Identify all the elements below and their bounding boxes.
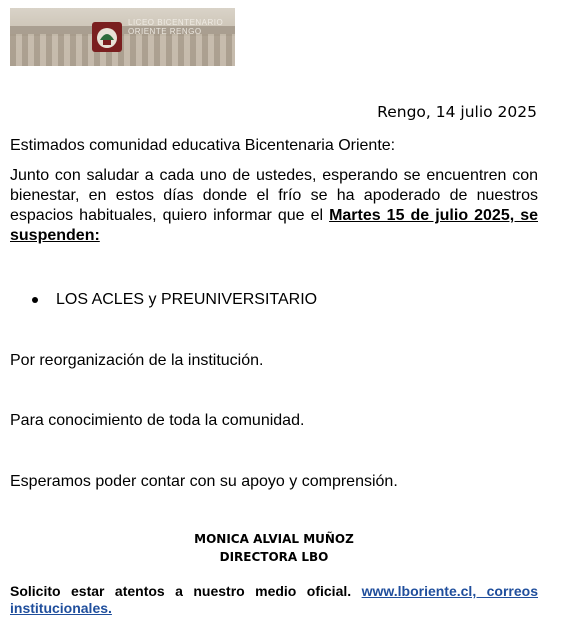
bullet-item-text: LOS ACLES y PREUNIVERSITARIO xyxy=(56,291,318,308)
letter-greeting: Estimados comunidad educativa Bicentenaria Oriente: xyxy=(10,137,396,154)
letter-paragraph xyxy=(10,166,538,246)
header-banner xyxy=(10,8,235,66)
signature-title: DIRECTORA LBO xyxy=(219,550,329,564)
bullet-icon xyxy=(32,297,38,303)
letter-notice: Para conocimiento de toda la comunidad. xyxy=(10,412,305,429)
banner-text-line2: ORIENTE RENGO xyxy=(128,27,202,36)
footer-text: Solicito estar atentos a nuestro medio oficial. xyxy=(10,583,362,599)
letter-closing: Esperamos poder contar con su apoyo y comprensión. xyxy=(10,473,398,490)
banner-school-name xyxy=(128,18,223,36)
paragraph-emphasis-text: Martes 15 de julio 2025, se suspenden: xyxy=(10,207,539,244)
bullet-list-item xyxy=(32,291,317,309)
footer-notice xyxy=(10,583,538,617)
signature-name: MONICA ALVIAL MUÑOZ xyxy=(194,532,354,546)
banner-text-line1: LICEO BICENTENARIO xyxy=(128,18,224,27)
footer-links[interactable]: www.lboriente.cl, correos institucionales. xyxy=(10,583,539,616)
letter-date: Rengo, 14 julio 2025 xyxy=(377,103,537,121)
school-crest-icon xyxy=(90,20,124,54)
paragraph-plain-text: Junto con saludar a cada uno de ustedes, esperando se encuentren con bienestar, en estos días donde el frío se ha apoderado de nuestros espacios habituales, quiero informar que el xyxy=(10,167,538,224)
letter-reason: Por reorganización de la institución. xyxy=(10,352,264,369)
